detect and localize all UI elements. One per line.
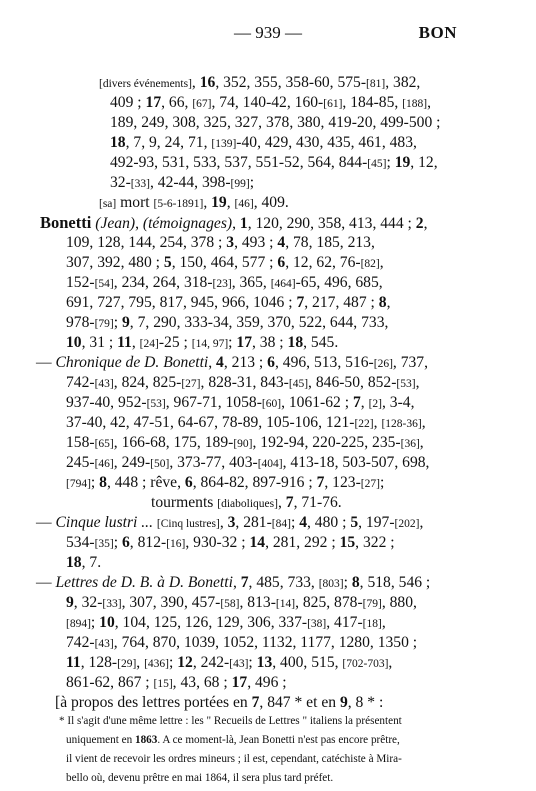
entry-text: [50]: [150, 458, 170, 470]
entry-text: , 400, 515,: [272, 654, 343, 671]
entry-text: , 846-50, 852-: [308, 374, 397, 391]
entry-text: ,: [388, 654, 393, 671]
entry-text: 158-: [66, 434, 95, 451]
entry-text: 492-93, 531, 533, 537, 551-52, 564, 844-: [110, 154, 368, 171]
entry-text: 7: [240, 574, 249, 591]
entry-text: , 448 ; rêve,: [106, 474, 185, 491]
footnote-text: * Il s'agit d'une même lettre : les " Recueils de Lettres " italiens la présentent: [59, 715, 402, 727]
entry-text: [35]: [94, 538, 114, 550]
entry-text: , 213 ;: [223, 354, 268, 371]
entry-text: , 496, 513, 516-: [274, 354, 374, 371]
entry-text: [18]: [362, 618, 382, 630]
entry-text: , 813-: [239, 594, 276, 611]
entry-text: [53]: [396, 378, 416, 390]
entry-text: ;: [248, 654, 257, 671]
entry-text: 4: [277, 234, 286, 251]
entry-text: (Jean): [95, 215, 136, 232]
entry-text: [79]: [362, 598, 382, 610]
entry-text: 2: [415, 215, 424, 232]
entry-text: 5: [350, 514, 359, 531]
entry-text: ,: [232, 215, 240, 232]
entry-line: [99, 193, 289, 213]
entry-text: , 128-: [80, 654, 118, 671]
entry-line: [66, 533, 395, 553]
entry-text: ,: [219, 514, 228, 531]
entry-text: , 120, 290, 358, 413, 444 ;: [247, 215, 416, 232]
entry-text: [79]: [94, 318, 114, 330]
entry-text: ,: [373, 414, 382, 431]
entry-text: 307, 392, 480 ;: [66, 254, 164, 271]
entry-text: [404]: [257, 458, 283, 470]
entry-line: [66, 273, 383, 293]
entry-text: , 967-71, 1058-: [165, 394, 262, 411]
entry-text: [60]: [261, 398, 282, 410]
entry-text: [22]: [354, 418, 374, 430]
entry-text: 189, 249, 308, 325, 327, 378, 380, 419-20, 499-500 ;: [110, 114, 441, 131]
entry-text: , 847 * et en: [259, 694, 340, 711]
footnote-text: 1863: [134, 734, 158, 746]
entry-text: [128-36]: [381, 418, 422, 430]
entry-line: [110, 173, 254, 193]
footnote-text: uniquement en: [66, 734, 135, 746]
entry-text: 8: [99, 474, 107, 491]
entry-text: 3: [226, 234, 235, 251]
entry-text: , 365,: [231, 274, 271, 291]
entry-text: ,: [415, 374, 420, 391]
entry-text: [à propos des lettres portées en: [55, 694, 252, 711]
entry-text: Chronique de D. Bonetti: [55, 354, 209, 371]
entry-text: 861-62, 867 ;: [66, 674, 154, 691]
entry-text: [894]: [66, 618, 91, 630]
entry-text: 978-: [66, 314, 95, 331]
entry-text: Bonetti: [40, 213, 92, 232]
entry-line: [36, 513, 423, 533]
entry-text: , 493 ;: [234, 234, 278, 251]
entry-line: [66, 253, 384, 273]
footnote-line: [66, 771, 333, 786]
entry-text: ;: [169, 654, 178, 671]
entry-text: [Cinq lustres]: [156, 518, 220, 530]
entry-text: [43]: [94, 378, 114, 390]
entry-text: , 307, 390, 457-: [121, 594, 221, 611]
entry-text: -40, 429, 430, 435, 461, 483,: [236, 134, 417, 151]
entry-text: , 12,: [410, 154, 438, 171]
entry-text: , 31 ;: [81, 334, 118, 351]
entry-text: —: [36, 354, 56, 371]
entry-text: ,: [421, 414, 426, 431]
entry-line: [66, 553, 101, 573]
entry-text: , 66,: [161, 94, 193, 111]
entry-text: tourments: [151, 494, 218, 511]
entry-text: , 7.: [81, 554, 102, 571]
entry-line: [110, 133, 417, 153]
entry-text: [24]: [139, 338, 159, 350]
entry-text: [45]: [367, 158, 387, 170]
entry-text: 152-: [66, 274, 95, 291]
entry-text: 18: [110, 134, 126, 151]
entry-text: Cinque lustri ...: [55, 514, 153, 531]
entry-text: 19: [394, 154, 411, 171]
entry-text: , 184-85,: [342, 94, 403, 111]
entry-text: ,: [203, 194, 212, 211]
entry-text: 17: [145, 94, 162, 111]
entry-text: , 281-: [235, 514, 272, 531]
entry-text: 6: [122, 534, 130, 551]
footnote-text: bello où, devenu prêtre en mai 1864, il sera plus tard préfet.: [66, 772, 334, 784]
entry-text: [84]: [271, 518, 291, 530]
entry-line: [66, 593, 417, 613]
entry-text: 9: [122, 314, 130, 331]
entry-text: , 281, 292 ;: [265, 534, 340, 551]
entry-text: mort: [116, 194, 154, 211]
entry-text: [36]: [400, 438, 420, 450]
footnote-text: il vient de recevoir les ordres mineurs ; il est, cependant, catéchiste à Mira-: [66, 753, 402, 765]
entry-text: 7: [316, 474, 325, 491]
entry-text: [29]: [117, 658, 137, 670]
entry-text: [43]: [229, 658, 249, 670]
entry-text: , 74, 140-42, 160-: [211, 94, 324, 111]
entry-text: -25 ;: [158, 334, 192, 351]
entry-text: [46]: [94, 458, 114, 470]
entry-text: 4: [216, 354, 224, 371]
entry-text: 13: [256, 654, 273, 671]
entry-line: [66, 373, 419, 393]
entry-text: 18: [66, 554, 82, 571]
entry-text: , 930-32 ;: [185, 534, 250, 551]
entry-text: ;: [249, 174, 255, 191]
entry-text: [188]: [402, 98, 428, 110]
entry-text: [33]: [102, 598, 122, 610]
entry-text: , 7, 290, 333-34, 359, 370, 522, 644, 733,: [129, 314, 389, 331]
entry-line: [66, 673, 287, 693]
entry-text: 10: [99, 614, 115, 631]
entry-text: 742-: [66, 634, 95, 651]
entry-text: , 480 ;: [307, 514, 351, 531]
entry-text: 4: [299, 514, 307, 531]
entry-text: , 7, 9, 24, 71,: [125, 134, 212, 151]
entry-text: [65]: [94, 438, 114, 450]
entry-text: 9: [339, 694, 348, 711]
entry-text: 9: [66, 594, 74, 611]
entry-text: , 413-18, 503-507, 698,: [282, 454, 430, 471]
running-head: BON: [418, 23, 457, 42]
entry-text: 742-: [66, 374, 95, 391]
entry-text: ;: [228, 334, 237, 351]
entry-text: 245-: [66, 454, 95, 471]
entry-text: ;: [90, 614, 100, 631]
entry-text: [diaboliques]: [217, 498, 278, 510]
entry-text: 7: [251, 694, 260, 711]
entry-text: [54]: [94, 278, 114, 290]
entry-line: [55, 693, 383, 713]
entry-text: 109, 128, 144, 254, 378 ;: [66, 234, 227, 251]
entry-text: [99]: [230, 178, 250, 190]
entry-text: [90]: [233, 438, 253, 450]
entry-text: , 42-44, 398-: [149, 174, 231, 191]
entry-text: Lettres de D. B. à D. Bonetti: [55, 574, 233, 591]
entry-text: , 197-: [358, 514, 395, 531]
entry-text: -65, 496, 685,: [295, 274, 383, 291]
entry-text: ,: [277, 494, 286, 511]
entry-text: [45]: [288, 378, 309, 390]
entry-text: 17: [231, 674, 248, 691]
entry-text: , 417-: [326, 614, 363, 631]
entry-text: , 382,: [385, 74, 421, 91]
entry-text: [139]: [211, 138, 237, 150]
entry-text: , 78, 185, 213,: [285, 234, 375, 251]
entry-text: , 8 * :: [347, 694, 384, 711]
entry-text: ;: [113, 534, 122, 551]
entry-text: ,: [135, 215, 143, 232]
entry-text: [14]: [275, 598, 296, 610]
entry-text: 8: [351, 574, 360, 591]
entry-text: —: [36, 574, 56, 591]
entry-text: [27]: [181, 378, 201, 390]
entry-line: [36, 353, 428, 373]
entry-text: 10: [66, 334, 82, 351]
entry-line: [66, 333, 338, 353]
entry-text: , 824, 825-: [113, 374, 182, 391]
footnote-line: [66, 733, 400, 748]
entry-text: , 104, 125, 126, 129, 306, 337-: [114, 614, 308, 631]
entry-text: ,: [381, 614, 386, 631]
entry-text: 1: [239, 215, 248, 232]
entry-text: 7: [296, 294, 305, 311]
entry-text: , 242-: [192, 654, 230, 671]
entry-text: [26]: [373, 358, 393, 370]
entry-text: , 373-77, 403-: [169, 454, 258, 471]
entry-text: ;: [379, 474, 385, 491]
entry-text: , 150, 464, 577 ;: [171, 254, 278, 271]
entry-text: ;: [386, 154, 395, 171]
entry-text: 17: [236, 334, 252, 351]
entry-text: , 234, 264, 318-: [113, 274, 213, 291]
entry-text: 534-: [66, 534, 95, 551]
entry-text: ,: [427, 94, 432, 111]
entry-text: , 737,: [392, 354, 428, 371]
entry-text: [58]: [220, 598, 240, 610]
entry-text: , 352, 355, 358-60, 575-: [215, 74, 367, 91]
entry-text: ;: [290, 514, 300, 531]
entry-text: , 38 ;: [252, 334, 288, 351]
entry-text: (témoignages): [142, 215, 233, 232]
entry-text: ,: [226, 194, 235, 211]
entry-text: 691, 727, 795, 817, 945, 966, 1046 ;: [66, 294, 297, 311]
entry-text: —: [36, 514, 56, 531]
entry-text: , 518, 546 ;: [359, 574, 431, 591]
entry-text: 14: [249, 534, 266, 551]
entry-line: [66, 653, 392, 673]
entry-text: 11: [117, 334, 132, 351]
entry-text: [61]: [323, 98, 343, 110]
entry-text: ;: [343, 574, 352, 591]
entry-text: [82]: [360, 258, 380, 270]
entry-text: , 322 ;: [355, 534, 395, 551]
entry-text: 7: [352, 394, 361, 411]
entry-text: ,: [419, 434, 424, 451]
entry-text: ,: [386, 294, 391, 311]
entry-text: 12: [177, 654, 193, 671]
entry-text: , 764, 870, 1039, 1052, 1132, 1177, 1280, 1350 ;: [113, 634, 418, 651]
entry-text: [38]: [307, 618, 327, 630]
entry-text: [202]: [394, 518, 420, 530]
entry-text: , 864-82, 897-916 ;: [192, 474, 317, 491]
entry-text: 3: [227, 514, 236, 531]
entry-text: 18: [287, 334, 304, 351]
entry-text: ,: [423, 215, 428, 232]
entry-text: , 409.: [253, 194, 289, 211]
entry-text: 16: [199, 74, 216, 91]
entry-text: 32-: [110, 174, 131, 191]
entry-line: [66, 433, 424, 453]
entry-text: 937-40, 952-: [66, 394, 147, 411]
entry-text: [23]: [212, 278, 232, 290]
entry-line: [66, 453, 429, 473]
entry-text: ;: [90, 474, 100, 491]
entry-text: , 71-76.: [293, 494, 342, 511]
entry-text: 8: [378, 294, 387, 311]
entry-text: , 812-: [129, 534, 167, 551]
entry-text: ,: [379, 254, 384, 271]
entry-text: , 1061-62 ;: [281, 394, 353, 411]
entry-text: , 545.: [303, 334, 339, 351]
entry-text: 37-40, 42, 47-51, 64-67, 78-89, 105-106, 121-: [66, 414, 355, 431]
entry-text: [436]: [144, 658, 170, 670]
entry-text: [81]: [366, 78, 386, 90]
entry-text: [702-703]: [342, 658, 389, 670]
entry-text: , 3-4,: [381, 394, 415, 411]
entry-text: [15]: [153, 678, 173, 690]
entry-line: [99, 73, 420, 93]
entry-text: , 217, 487 ;: [304, 294, 379, 311]
entry-text: [43]: [94, 638, 114, 650]
entry-text: ;: [113, 314, 122, 331]
entry-text: ,: [131, 334, 140, 351]
entry-text: 15: [339, 534, 356, 551]
entry-text: 7: [285, 494, 294, 511]
entry-line: [66, 473, 384, 493]
entry-text: 19: [211, 194, 227, 211]
entry-line: [110, 93, 431, 113]
entry-text: [14, 97]: [191, 338, 229, 350]
entry-text: ,: [191, 74, 200, 91]
entry-text: ,: [360, 394, 369, 411]
entry-text: , 825, 878-: [295, 594, 363, 611]
entry-line: [151, 493, 342, 513]
entry-text: [794]: [66, 478, 91, 490]
entry-text: , 880,: [381, 594, 417, 611]
entry-line: [66, 393, 414, 413]
entry-line: [40, 213, 427, 233]
page-number: — 939 —: [234, 23, 302, 42]
entry-line: [66, 633, 417, 653]
entry-text: [803]: [318, 578, 344, 590]
entry-text: 5: [163, 254, 172, 271]
entry-line: [66, 613, 386, 633]
entry-text: [5-6-1891]: [153, 198, 204, 210]
entry-text: , 123-: [324, 474, 361, 491]
entry-text: [27]: [360, 478, 380, 490]
entry-text: [464]: [270, 278, 296, 290]
entry-text: , 249-: [113, 454, 151, 471]
footnote-line: [66, 752, 402, 767]
footnote-text: . A ce moment-là, Jean Bonetti n'est pas encore prêtre,: [157, 734, 400, 746]
entry-text: , 43, 68 ;: [172, 674, 232, 691]
entry-text: [sa]: [99, 198, 117, 210]
entry-line: [66, 313, 388, 333]
footnote-line: [59, 714, 402, 729]
entry-line: [110, 153, 438, 173]
entry-text: , 166-68, 175, 189-: [113, 434, 234, 451]
entry-text: , 485, 733,: [248, 574, 319, 591]
entry-text: , 192-94, 220-225, 235-: [252, 434, 401, 451]
entry-line: [36, 573, 430, 593]
entry-line: [110, 113, 441, 133]
entry-text: ,: [208, 354, 217, 371]
entry-text: 11: [66, 654, 81, 671]
entry-text: ,: [419, 514, 424, 531]
entry-text: 6: [184, 474, 193, 491]
entry-text: [46]: [234, 198, 254, 210]
entry-text: [67]: [192, 98, 212, 110]
entry-text: 409 ;: [110, 94, 146, 111]
entry-text: [2]: [368, 398, 382, 410]
entry-text: , 12, 62, 76-: [285, 254, 361, 271]
entry-text: 6: [277, 254, 286, 271]
entry-text: , 32-: [73, 594, 103, 611]
entry-line: [66, 233, 375, 253]
entry-text: ,: [232, 574, 241, 591]
entry-text: [33]: [130, 178, 150, 190]
entry-text: , 496 ;: [247, 674, 287, 691]
entry-text: [53]: [146, 398, 166, 410]
entry-text: [16]: [166, 538, 186, 550]
entry-text: [divers événements]: [99, 78, 192, 90]
entry-text: ,: [136, 654, 145, 671]
entry-line: [66, 293, 390, 313]
entry-line: [66, 413, 426, 433]
entry-text: , 828-31, 843-: [200, 374, 289, 391]
entry-text: 6: [267, 354, 275, 371]
